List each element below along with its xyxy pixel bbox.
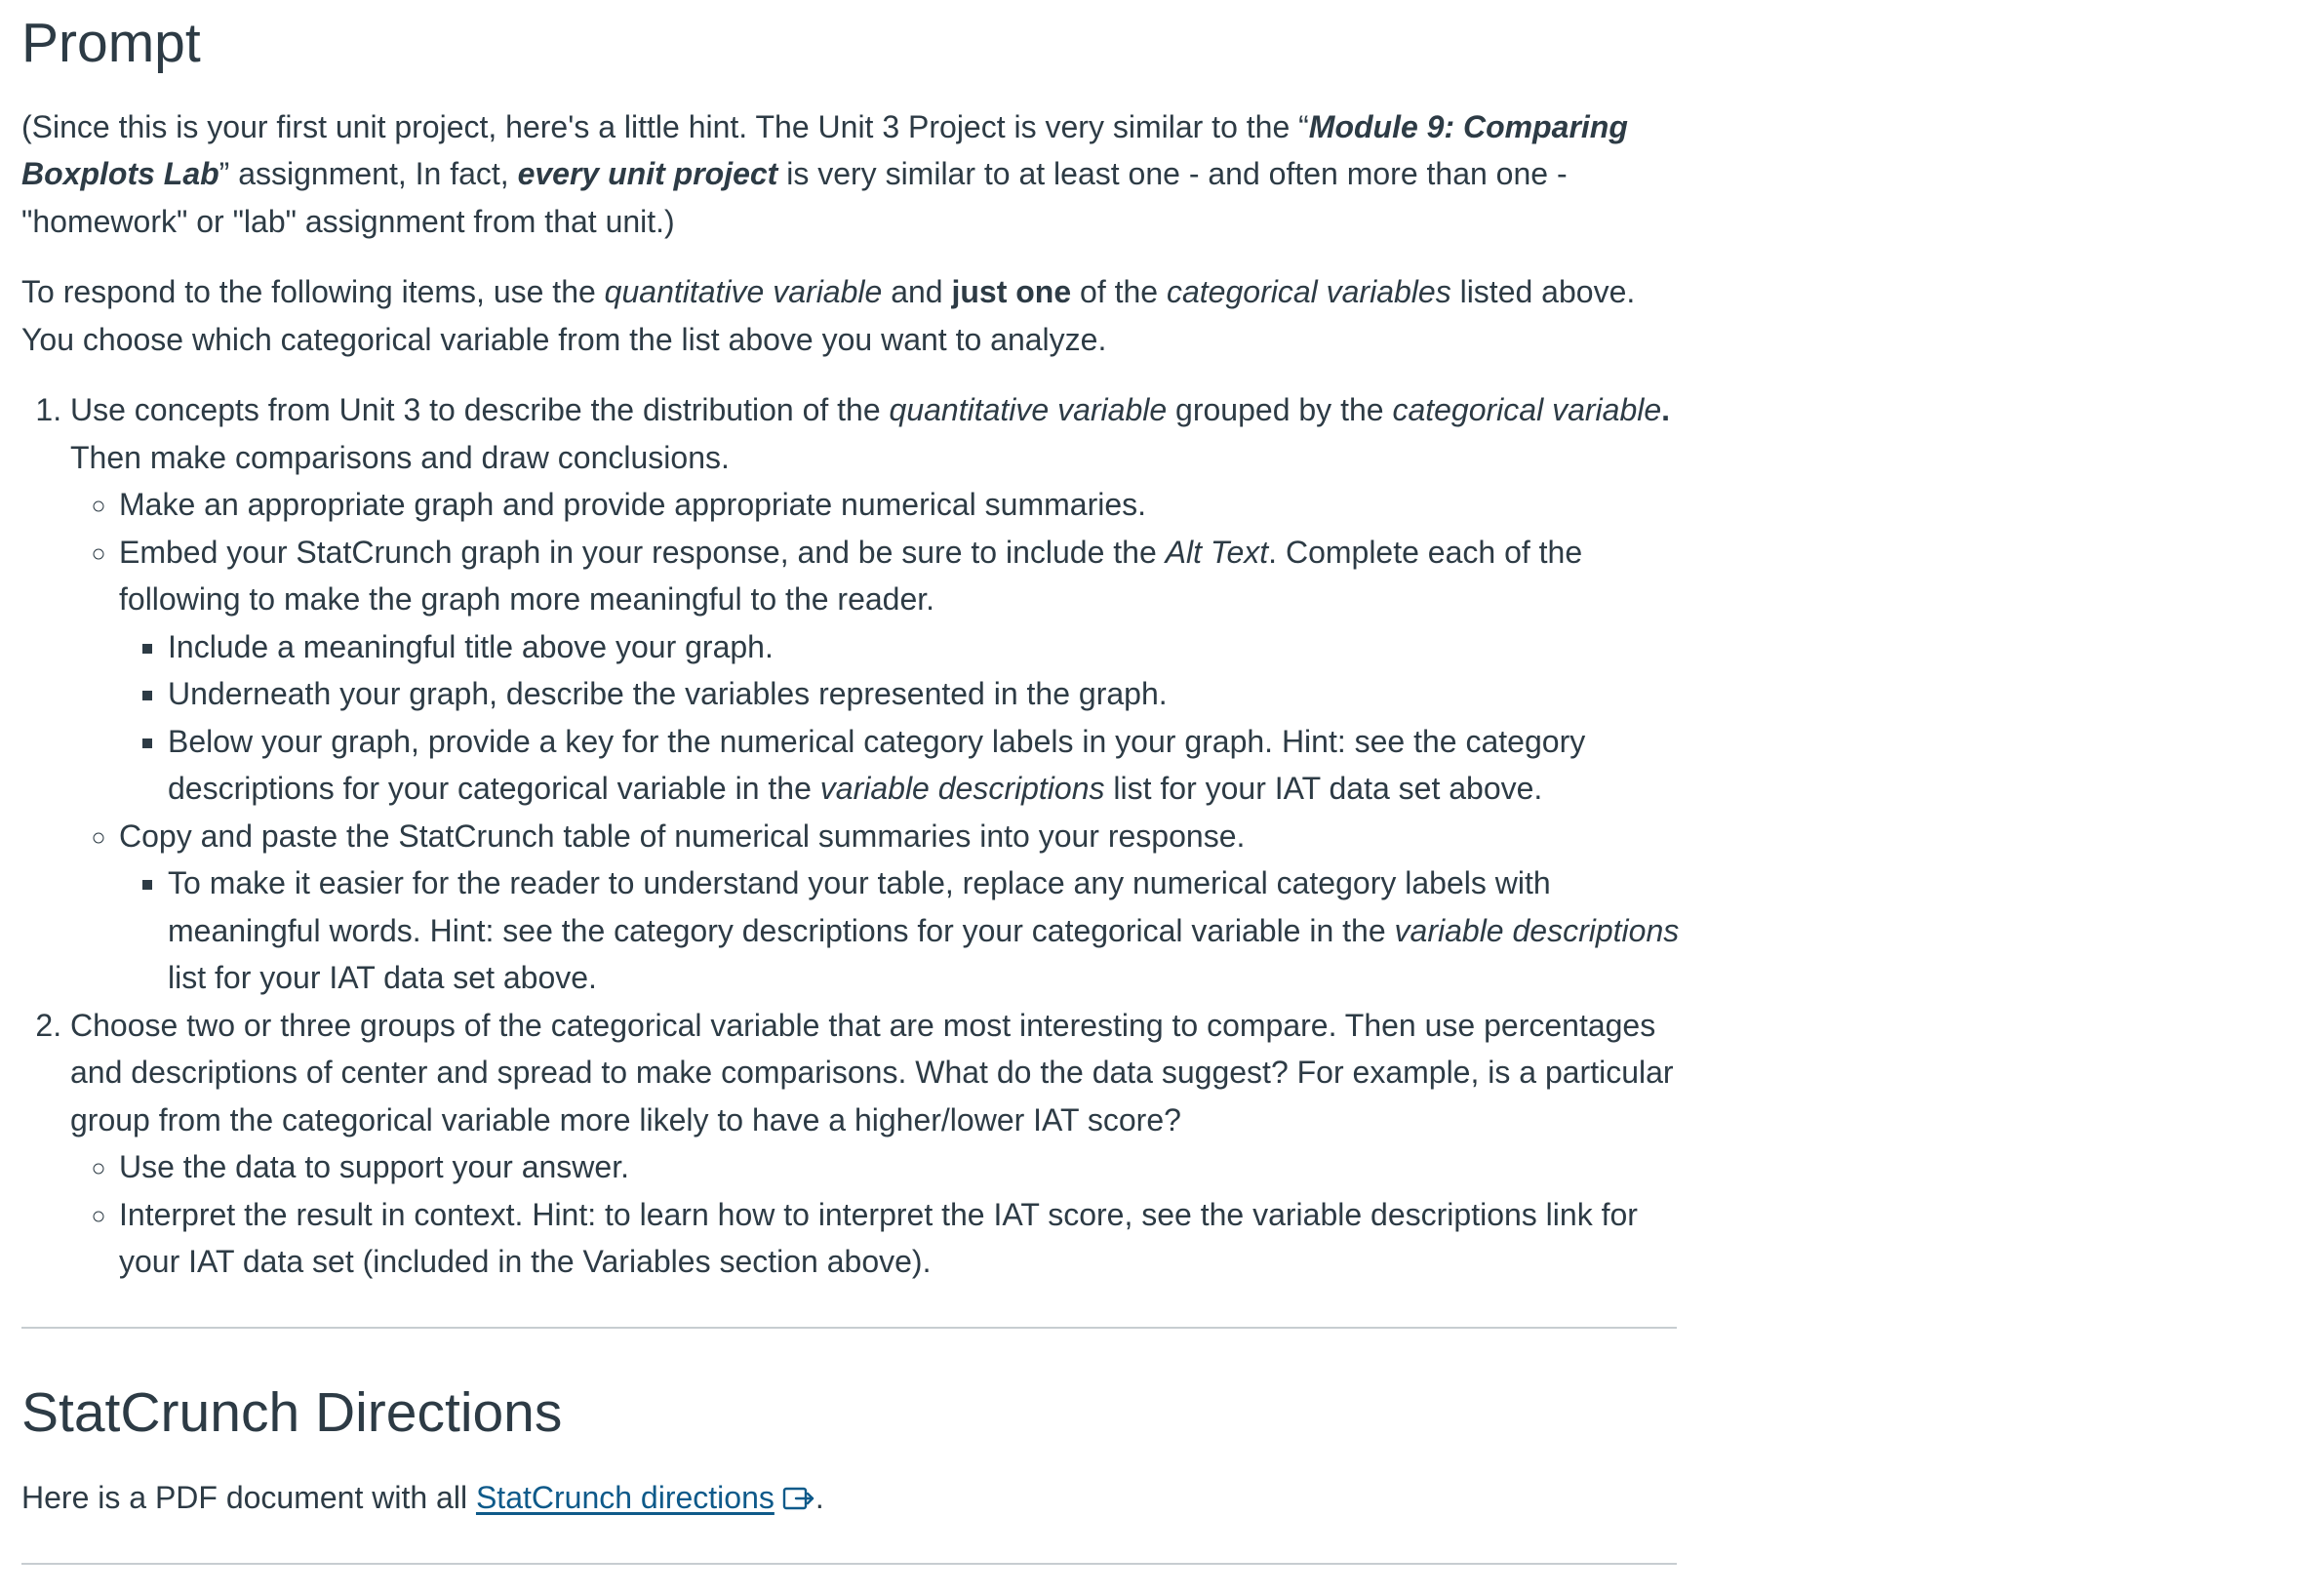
statcrunch-directions-link[interactable]	[476, 1480, 815, 1515]
statcrunch-paragraph	[21, 1474, 1680, 1526]
item1-sub2	[119, 529, 1680, 813]
item1-sub2-alt-text: Alt Text	[1165, 534, 1269, 570]
statcrunch-text-after: .	[814, 1480, 824, 1516]
respond-quantitative-variable: quantitative variable	[604, 274, 883, 310]
prompt-items-list	[21, 386, 1680, 1286]
hint-every-unit-project: every unit project	[517, 156, 778, 192]
page-content	[21, 0, 1680, 1565]
item1-sub3-text: Copy and paste the StatCrunch table of numerical summaries into your response.	[119, 818, 1246, 854]
item2-text: Choose two or three groups of the categorical variable that are most interesting to compare. Then use percentages and descriptions of center and spread to make comparisons. What do the data suggest? For example, is a particular group from the categorical variable more likely to have a higher/lower IAT score?	[70, 1007, 1674, 1137]
item1-text-3: Then make comparisons and draw conclusions.	[70, 439, 730, 475]
item2-sublist	[70, 1143, 1680, 1286]
item1-sub2-c-text-1: Below your graph, provide a key for the numerical category labels in your graph. Hint: see the category descriptions for your categorical variable in the	[168, 723, 1586, 807]
item1-text-2: grouped by the	[1167, 392, 1393, 428]
hint-text-3: is very similar to at least one - and often more than one - "homework" or "lab" assignment from that unit.)	[21, 156, 1568, 239]
statcrunch-link-label: StatCrunch directions	[475, 1480, 775, 1516]
item1-sub2-a: ▪ Include a meaningful title above your graph.	[168, 623, 1680, 671]
prompt-heading: Prompt	[21, 12, 201, 74]
item1-quantitative-variable: quantitative variable	[889, 392, 1168, 428]
item2-sub2: ◦ Interpret the result in context. Hint: to learn how to interpret the IAT score, see the variable descriptions link for your IAT data set (included in the Variables section above).	[119, 1191, 1680, 1286]
hint-paragraph	[21, 103, 1680, 246]
respond-just-one: just one	[951, 274, 1072, 310]
statcrunch-text-before: Here is a PDF document with all	[21, 1480, 476, 1516]
item1-sub2-sublist	[119, 623, 1680, 813]
respond-categorical-variables: categorical variables	[1166, 274, 1451, 310]
statcrunch-heading: StatCrunch Directions	[21, 1380, 563, 1444]
section-divider-1	[21, 1327, 1677, 1329]
item1-sub3-a-text-1: To make it easier for the reader to understand your table, replace any numerical category labels with meaningful words. Hint: see the category descriptions for your categorical variable in the	[168, 865, 1551, 948]
item1-sub2-c-variable-descriptions: variable descriptions	[819, 771, 1105, 807]
item2-sub1: ◦ Use the data to support your answer.	[119, 1143, 1680, 1191]
hint-text-2: ” assignment, In fact,	[218, 156, 518, 192]
item1-sub3-a-variable-descriptions: variable descriptions	[1394, 912, 1680, 948]
respond-paragraph	[21, 268, 1680, 363]
external-link-icon	[782, 1478, 815, 1526]
item1-sub2-c	[168, 718, 1680, 813]
item1-period: .	[1661, 392, 1671, 428]
item1-sub3-a	[168, 859, 1680, 1002]
item1-sub2-text-1: Embed your StatCrunch graph in your response, and be sure to include the	[119, 534, 1166, 570]
respond-text-3: of the	[1071, 274, 1167, 310]
respond-text-1: To respond to the following items, use the	[21, 274, 605, 310]
list-item-1	[70, 386, 1680, 1002]
respond-text-2: and	[882, 274, 952, 310]
item1-text-1: Use concepts from Unit 3 to describe the distribution of the	[70, 392, 890, 428]
item1-sub2-text-2: . Complete each of the following to make the graph more meaningful to the reader.	[119, 534, 1583, 618]
list-item-2	[70, 1002, 1680, 1286]
item1-sublist	[70, 481, 1680, 1002]
item1-sub1: ◦ Make an appropriate graph and provide appropriate numerical summaries.	[119, 481, 1680, 529]
hint-text-1: (Since this is your first unit project, here's a little hint. The Unit 3 Project is very similar to the “	[21, 108, 1309, 144]
item1-sub3-a-text-2: list for your IAT data set above.	[168, 960, 597, 996]
item1-sub2-c-text-2: list for your IAT data set above.	[1104, 771, 1543, 807]
item1-sub2-b: ▪ Underneath your graph, describe the variables represented in the graph.	[168, 670, 1680, 718]
item1-categorical-variable: categorical variable	[1392, 392, 1662, 428]
hint-module-title: Module 9: Comparing Boxplots Lab	[21, 108, 1628, 192]
respond-text-4: listed above. You choose which categorical variable from the list above you want to analyze.	[21, 274, 1636, 357]
section-divider-2	[21, 1563, 1677, 1565]
item1-sub3-sublist	[119, 859, 1680, 1002]
item1-sub3	[119, 813, 1680, 1002]
